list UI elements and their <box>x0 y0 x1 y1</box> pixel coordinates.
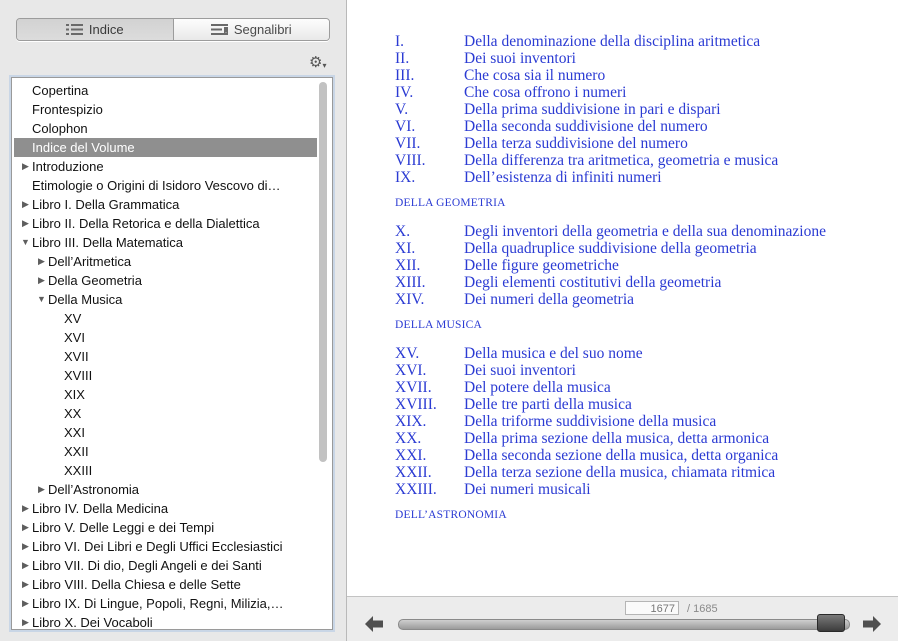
chapter-title-link[interactable]: Della triforme suddivisione della musica <box>464 413 717 430</box>
chapter-title-link[interactable]: Delle figure geometriche <box>464 257 619 274</box>
disclosure-collapsed-icon[interactable]: ▶ <box>38 275 45 285</box>
toc-item[interactable] <box>14 613 317 630</box>
chapter-number-link[interactable]: IX. <box>395 169 416 186</box>
chapter-number-link[interactable]: XVII. <box>395 379 432 396</box>
toc-item[interactable] <box>14 157 317 176</box>
toc-item[interactable] <box>14 309 317 328</box>
arrow-right-icon[interactable] <box>862 615 882 633</box>
chapter-number-link[interactable]: XVI. <box>395 362 427 379</box>
toc-item-label: Libro V. Delle Leggi e dei Tempi <box>32 520 215 535</box>
chapter-number-link[interactable]: XXI. <box>395 447 427 464</box>
toc-scrollbar[interactable] <box>319 82 327 462</box>
toc-item-label: Etimologie o Origini di Isidoro Vescovo di… <box>32 178 281 193</box>
toc-item[interactable] <box>14 499 317 518</box>
page-content <box>347 0 898 597</box>
toc-item[interactable] <box>14 195 317 214</box>
toc-item-label: XV <box>64 311 82 326</box>
toc-item[interactable] <box>14 271 317 290</box>
toc-item[interactable] <box>14 347 317 366</box>
chapter-title-link[interactable]: Della terza sezione della musica, chiamata ritmica <box>464 464 776 481</box>
chapter-title-link[interactable]: Dell’esistenza di infiniti numeri <box>464 169 662 186</box>
toc-item[interactable] <box>14 556 317 575</box>
disclosure-expanded-icon[interactable]: ▼ <box>21 237 30 247</box>
toc-item[interactable] <box>14 81 317 100</box>
chapter-number-link[interactable]: X. <box>395 223 411 240</box>
chapter-number-link[interactable]: XXIII. <box>395 481 437 498</box>
chapter-title-link[interactable]: Che cosa sia il numero <box>464 67 606 84</box>
disclosure-collapsed-icon[interactable]: ▶ <box>22 503 29 513</box>
tab-segnalibri-label: Segnalibri <box>233 22 292 37</box>
toc-item[interactable] <box>14 480 317 499</box>
chapter-title-link[interactable]: Del potere della musica <box>464 379 611 396</box>
toc-item-label: Libro IV. Della Medicina <box>32 501 169 516</box>
toc-item-label: XX <box>64 406 82 421</box>
toc-item-label: XXIII <box>64 463 93 478</box>
disclosure-collapsed-icon[interactable]: ▶ <box>38 484 45 494</box>
chapter-number-link[interactable]: XV. <box>395 345 420 362</box>
disclosure-collapsed-icon[interactable]: ▶ <box>22 199 29 209</box>
toc-item-label: Dell’Aritmetica <box>48 254 132 269</box>
toc-item-label: XIX <box>64 387 85 402</box>
disclosure-collapsed-icon[interactable]: ▶ <box>22 617 29 627</box>
toc-item-label: XVI <box>64 330 85 345</box>
tab-indice-label: Indice <box>88 22 124 37</box>
toc-item[interactable] <box>14 176 317 195</box>
chapter-title-link[interactable]: Della differenza tra aritmetica, geometria e musica <box>464 152 779 169</box>
chapter-number-link[interactable]: XII. <box>395 257 421 274</box>
toc-item-label: XVII <box>64 349 89 364</box>
chapter-number-link[interactable]: XIII. <box>395 274 426 291</box>
section-heading: DELLA MUSICA <box>395 319 483 331</box>
chapter-title-link[interactable]: Dei suoi inventori <box>464 50 576 67</box>
toc-item-label: XXI <box>64 425 85 440</box>
toc-item-label: XVIII <box>64 368 93 383</box>
toc-item[interactable] <box>14 442 317 461</box>
disclosure-expanded-icon[interactable]: ▼ <box>37 294 46 304</box>
chapter-title-link[interactable]: Della prima sezione della musica, detta armonica <box>464 430 770 447</box>
toc-item-label: Libro VI. Dei Libri e Degli Uffici Ecclesiastici <box>32 539 283 554</box>
chapter-number-link[interactable]: IV. <box>395 84 414 101</box>
toc-item[interactable] <box>14 119 317 138</box>
chapter-title-link[interactable]: Della prima suddivisione in pari e dispari <box>464 101 721 118</box>
chapter-number-link[interactable]: III. <box>395 67 415 84</box>
chapter-number-link[interactable]: XIX. <box>395 413 427 430</box>
toc-item[interactable] <box>14 100 317 119</box>
toc-item[interactable] <box>14 461 317 480</box>
chapter-number-link[interactable]: VI. <box>395 118 416 135</box>
chevron-down-icon: ▾ <box>322 61 327 70</box>
chapter-number-link[interactable]: XVIII. <box>395 396 437 413</box>
chapter-title-link[interactable]: Della seconda suddivisione del numero <box>464 118 708 135</box>
disclosure-collapsed-icon[interactable]: ▶ <box>22 579 29 589</box>
chapter-number-link[interactable]: XXII. <box>395 464 432 481</box>
page-total: / 1685 <box>687 603 718 615</box>
toc-item[interactable] <box>14 575 317 594</box>
chapter-title-link[interactable]: Delle tre parti della musica <box>464 396 632 413</box>
chapter-title-link[interactable]: Che cosa offrono i numeri <box>464 84 627 101</box>
chapter-title-link[interactable]: Dei numeri della geometria <box>464 291 635 308</box>
toc-item-label: Libro VIII. Della Chiesa e delle Sette <box>32 577 241 592</box>
view-segmented-control <box>16 18 330 41</box>
toc-item-label: Dell’Astronomia <box>48 482 140 497</box>
toc-item[interactable] <box>14 594 317 613</box>
page-navigation-bar <box>347 597 898 641</box>
chapter-title-link[interactable]: Degli inventori della geometria e della sua denominazione <box>464 223 826 240</box>
toc-item-label: Libro X. Dei Vocaboli <box>32 615 153 630</box>
page-slider-track[interactable] <box>398 619 850 630</box>
toc-item-label: Della Geometria <box>48 273 142 288</box>
toc-item-label: Libro VII. Di dio, Degli Angeli e dei Santi <box>32 558 262 573</box>
section-heading: DELL’ASTRONOMIA <box>395 509 507 521</box>
chapter-title-link[interactable]: Dei suoi inventori <box>464 362 576 379</box>
chapter-title-link[interactable]: Della denominazione della disciplina aritmetica <box>464 33 761 50</box>
chapter-title-link[interactable]: Dei numeri musicali <box>464 481 591 498</box>
toc-item[interactable] <box>14 423 317 442</box>
toc-item-label: Indice del Volume <box>32 140 135 155</box>
chapter-number-link[interactable]: VII. <box>395 135 421 152</box>
page-slider-knob[interactable] <box>817 614 845 632</box>
disclosure-collapsed-icon[interactable]: ▶ <box>22 541 29 551</box>
disclosure-collapsed-icon[interactable]: ▶ <box>22 218 29 228</box>
toc-item[interactable] <box>14 366 317 385</box>
chapter-title-link[interactable]: Degli elementi costitutivi della geometria <box>464 274 722 291</box>
toc-item[interactable] <box>14 214 317 233</box>
toc-item[interactable] <box>14 290 317 309</box>
toc-item-label: Libro I. Della Grammatica <box>32 197 180 212</box>
toc-item[interactable] <box>14 537 317 556</box>
tab-segnalibri[interactable] <box>173 19 330 40</box>
toc-item-label: Frontespizio <box>32 102 103 117</box>
chapter-number-link[interactable]: XX. <box>395 430 422 447</box>
toc-item-label: Copertina <box>32 83 89 98</box>
list-icon <box>66 24 83 35</box>
toc-item[interactable] <box>14 328 317 347</box>
toc-item-label: XXII <box>64 444 89 459</box>
chapter-title-link[interactable]: Della seconda sezione della musica, detta organica <box>464 447 779 464</box>
disclosure-collapsed-icon[interactable]: ▶ <box>22 598 29 608</box>
toc-item-label: Libro IX. Di Lingue, Popoli, Regni, Milizia,… <box>32 596 284 611</box>
chapter-title-link[interactable]: Della musica e del suo nome <box>464 345 643 362</box>
chapter-number-link[interactable]: VIII. <box>395 152 426 169</box>
disclosure-collapsed-icon[interactable]: ▶ <box>38 256 45 266</box>
page-number-field[interactable]: 1677 <box>625 601 679 615</box>
toc-item[interactable] <box>14 404 317 423</box>
tab-indice[interactable] <box>17 19 173 40</box>
disclosure-collapsed-icon[interactable]: ▶ <box>22 560 29 570</box>
toc-item[interactable] <box>14 252 317 271</box>
toc-item-label: Colophon <box>32 121 88 136</box>
chapter-title-link[interactable]: Della quadruplice suddivisione della geometria <box>464 240 757 257</box>
disclosure-collapsed-icon[interactable]: ▶ <box>22 522 29 532</box>
toc-item-label: Introduzione <box>32 159 104 174</box>
toc-item[interactable] <box>14 138 317 157</box>
toc-item[interactable] <box>14 233 317 252</box>
chapter-number-link[interactable]: II. <box>395 50 410 67</box>
sidebar <box>0 0 347 641</box>
toc-item-label: Libro II. Della Retorica e della Dialettica <box>32 216 260 231</box>
chapter-number-link[interactable]: XI. <box>395 240 416 257</box>
toc-item[interactable] <box>14 518 317 537</box>
toc-item-label: Della Musica <box>48 292 123 307</box>
bookmark-list-icon <box>211 24 228 35</box>
chapter-number-link[interactable]: V. <box>395 101 409 118</box>
section-heading: DELLA GEOMETRIA <box>395 197 506 209</box>
gear-icon: ⚙ <box>309 54 323 71</box>
arrow-left-icon[interactable] <box>364 615 384 633</box>
chapter-title-link[interactable]: Della terza suddivisione del numero <box>464 135 688 152</box>
disclosure-collapsed-icon[interactable]: ▶ <box>22 161 29 171</box>
gear-menu-button[interactable] <box>309 55 331 71</box>
toc-item-label: Libro III. Della Matematica <box>32 235 184 250</box>
chapter-number-link[interactable]: XIV. <box>395 291 425 308</box>
chapter-number-link[interactable]: I. <box>395 33 405 50</box>
toc-outline <box>11 77 333 630</box>
toc-item[interactable] <box>14 385 317 404</box>
